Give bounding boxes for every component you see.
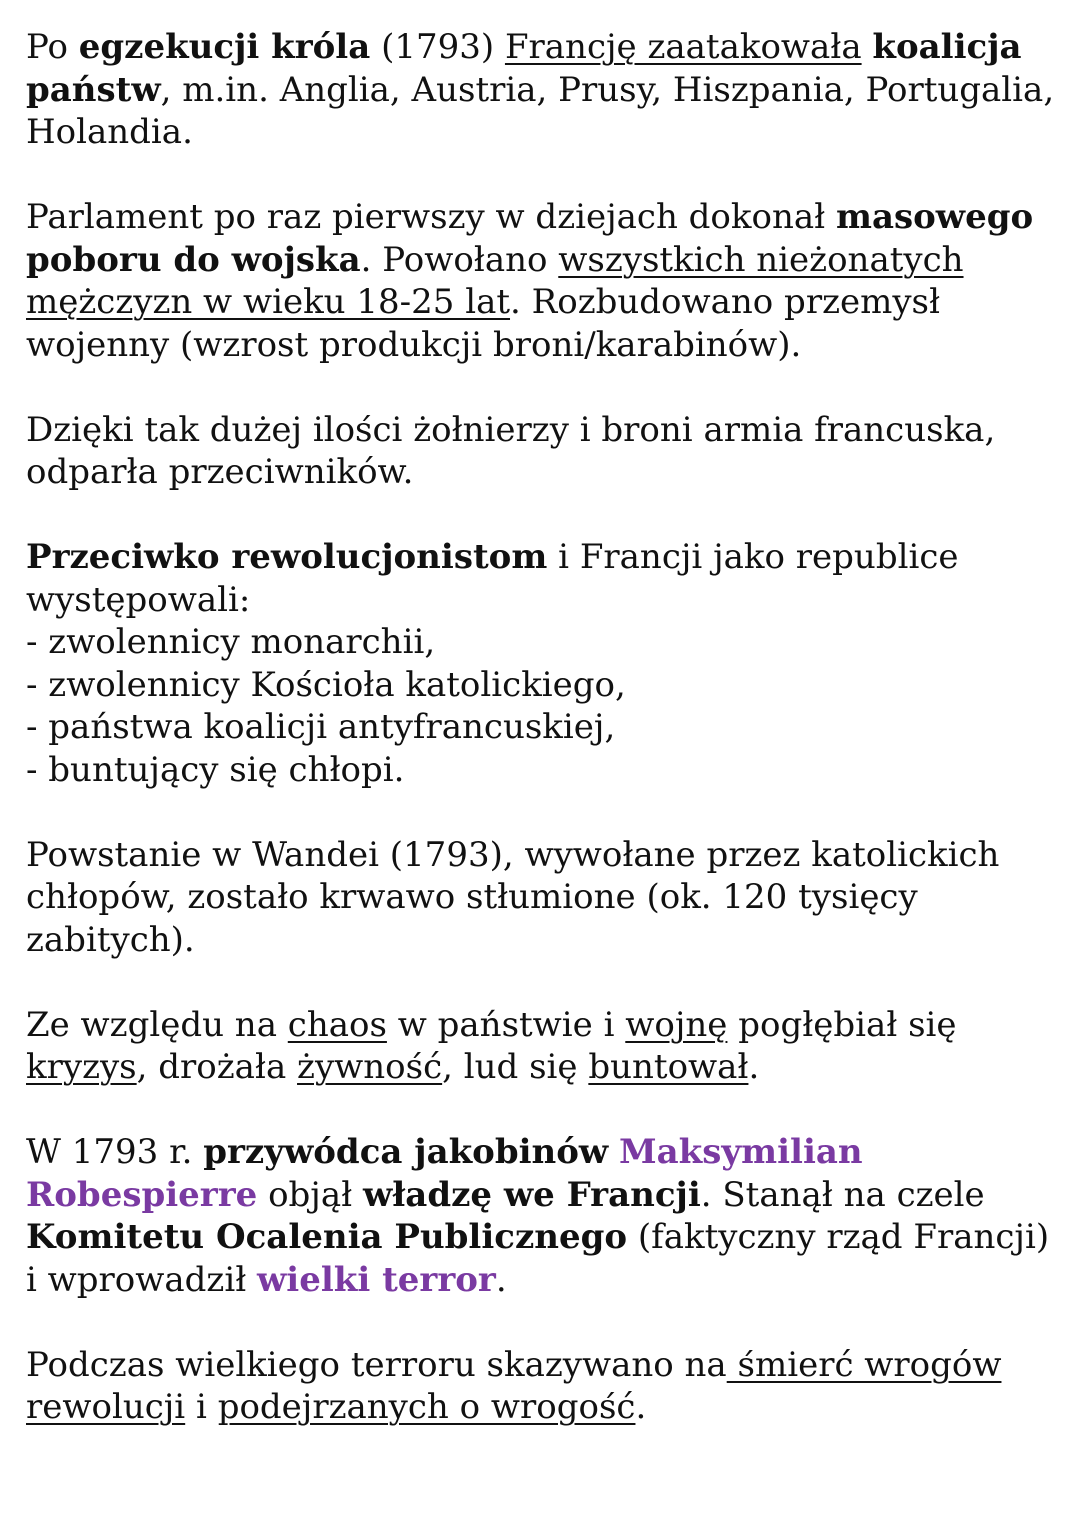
text: . (748, 1047, 760, 1087)
underlined-text: chaos (287, 1004, 387, 1045)
bold-text: Przeciwko rewolucjonistom (26, 537, 548, 577)
text: Ze względu na (26, 1004, 288, 1045)
bold-text: egzekucji króla (78, 27, 371, 67)
text: i (185, 1387, 218, 1427)
text: . Stanął na czele (700, 1174, 985, 1215)
text: W 1793 r. (26, 1132, 204, 1172)
text: objął (257, 1174, 363, 1215)
paragraph-opponents (26, 536, 1066, 791)
bold-text: przywódca jakobinów (203, 1132, 609, 1172)
text: , lud się (442, 1047, 589, 1087)
text: . (635, 1387, 647, 1427)
text: (1793) (370, 27, 505, 67)
text: w państwie i (386, 1004, 626, 1045)
text: Po (26, 27, 79, 67)
text: . (495, 1259, 507, 1300)
text: Powstanie w Wandei (1793), wywołane przez katolickich chłopów, zostało krwawo stłumione (ok. 120 tysięcy zabitych). (26, 834, 1000, 960)
list-item: - zwolennicy Kościoła katolickiego, (26, 664, 626, 705)
underlined-text: żywność (297, 1047, 443, 1087)
list-item: - buntujący się chłopi. (26, 749, 405, 790)
notes-page (26, 26, 1066, 1471)
text: . Powołano (360, 239, 559, 280)
bold-text: Komitetu Ocalenia Publicznego (26, 1217, 628, 1257)
underlined-text: Francję zaatakowała (504, 27, 862, 67)
bold-text: władzę we Francji (362, 1174, 701, 1215)
text: , m.in. Anglia, Austria, Prusy, Hiszpania, Portugalia, Holandia. (26, 69, 1055, 152)
underlined-text: wszystkich nieżonatych mężczyzn w wieku 18-25 lat (26, 239, 964, 322)
opponents-list (26, 621, 1066, 791)
text: . Rozbudowano przemysł wojenny (wzrost produkcji broni/karabinów). (26, 282, 941, 365)
underlined-text: buntował (588, 1047, 749, 1087)
text (608, 1132, 619, 1172)
text: , drożała (136, 1047, 298, 1087)
text: Dzięki tak dużej ilości żołnierzy i broni armia francuska, odparła przeciwników. (26, 409, 996, 492)
underlined-text: śmierć wrogów rewolucji (26, 1344, 1002, 1427)
paragraph-terror (26, 1344, 1066, 1429)
list-item: - zwolennicy monarchii, (26, 622, 436, 662)
underlined-text: kryzys (26, 1047, 137, 1087)
list-item: - państwa koalicji antyfrancuskiej, (26, 707, 616, 747)
text: pogłębiał się (727, 1004, 957, 1045)
text: i Francji jako republice występowali: (26, 537, 959, 620)
paragraph-vendee (26, 834, 1066, 962)
highlighted-text: Maksymilian Robespierre (26, 1132, 863, 1215)
text: Podczas wielkiego terroru skazywano na (26, 1344, 727, 1385)
bold-text: koalicja państw (26, 27, 1022, 110)
underlined-text: podejrzanych o wrogość (217, 1387, 636, 1427)
text: (faktyczny rząd Francji) i wprowadził (26, 1217, 1050, 1300)
text: Parlament po raz pierwszy w dziejach dokonał (26, 197, 836, 237)
text (862, 27, 873, 67)
paragraph-crisis (26, 1004, 1066, 1089)
paragraph-coalition (26, 26, 1066, 154)
highlighted-text: wielki terror (257, 1259, 496, 1300)
paragraph-army (26, 409, 1066, 494)
bold-text: masowego poboru do wojska (26, 197, 1034, 280)
paragraph-conscription (26, 196, 1066, 366)
underlined-text: wojnę (625, 1004, 728, 1045)
paragraph-robespierre (26, 1131, 1066, 1301)
